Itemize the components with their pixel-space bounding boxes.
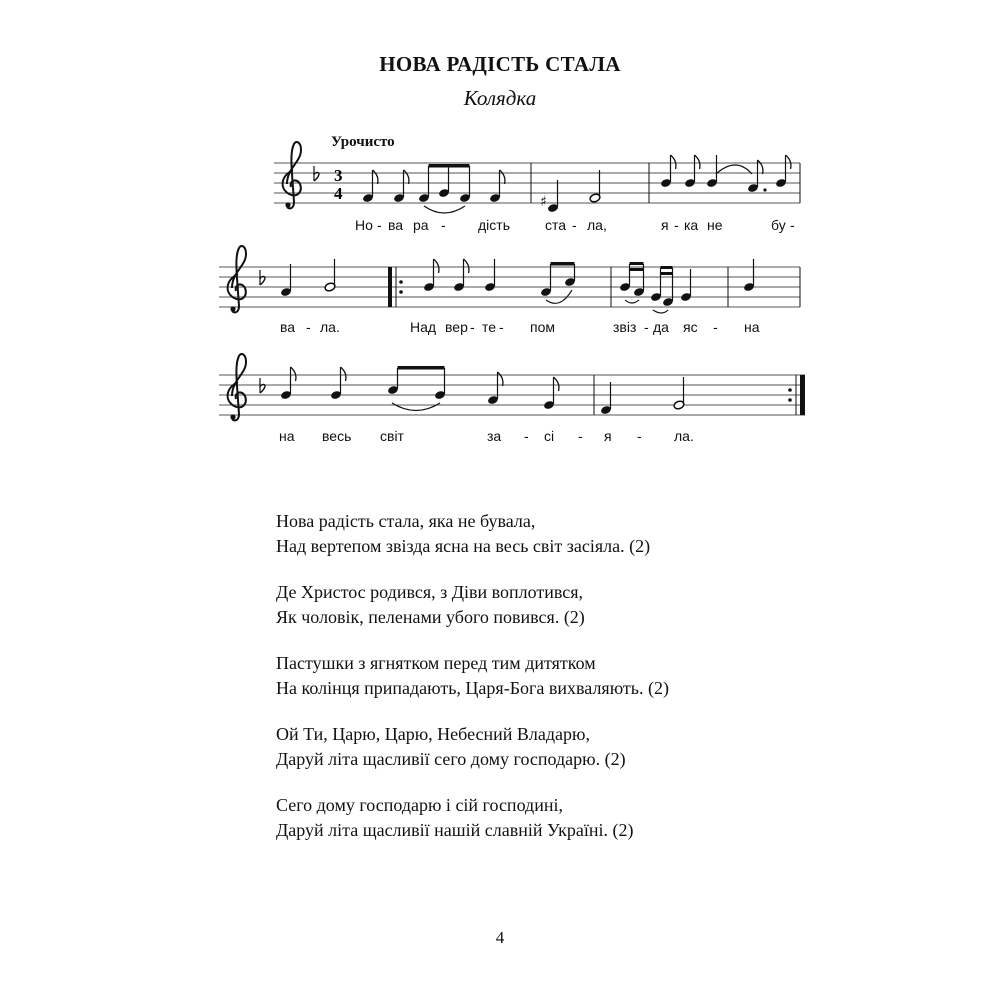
lyric-syllable: яс: [683, 319, 698, 335]
lyric-syllable: звіз: [613, 319, 637, 335]
lyric-syllable: на: [744, 319, 760, 335]
lyric-hyphen: -: [377, 217, 382, 233]
verse-3: [276, 651, 669, 701]
music-score: [0, 0, 1000, 480]
verse-4: [276, 722, 669, 772]
verse-5: [276, 793, 669, 843]
verse-line: Пастушки з ягнятком перед тим дитятком: [276, 653, 596, 673]
lyric-syllable: ра: [413, 217, 429, 233]
lyric-hyphen: -: [306, 319, 311, 335]
treble-clef-icon: [228, 354, 246, 420]
lyric-hyphen: -: [674, 217, 679, 233]
lyric-hyphen: -: [578, 428, 583, 444]
svg-text:♯: ♯: [540, 194, 547, 210]
lyric-syllable: ка: [684, 217, 699, 233]
staff-system-1: [274, 142, 800, 233]
lyric-syllable: да: [653, 319, 669, 335]
lyrics-system-2: [280, 319, 760, 335]
lyric-hyphen: -: [572, 217, 577, 233]
time-signature-top: 3: [334, 166, 343, 185]
treble-clef-icon: [228, 246, 246, 312]
verse-line: Даруй літа щасливії нашій славній Україні. (2): [276, 820, 634, 840]
lyric-syllable: пом: [530, 319, 555, 335]
verse-2: [276, 580, 669, 630]
staff-system-3: [219, 354, 805, 444]
lyric-syllable: весь: [322, 428, 352, 444]
lyric-syllable: світ: [380, 428, 404, 444]
lyric-hyphen: -: [470, 319, 475, 335]
lyrics-system-3: [279, 428, 694, 444]
lyric-syllable: ва: [388, 217, 404, 233]
treble-clef-icon: [283, 142, 301, 208]
time-signature-bottom: 4: [334, 184, 343, 203]
lyric-hyphen: -: [790, 217, 795, 233]
lyric-syllable: ла,: [587, 217, 607, 233]
lyric-syllable: Но: [355, 217, 373, 233]
verse-line: На колінця припадають, Царя-Бога вихваляють. (2): [276, 678, 669, 698]
verses-block: [276, 509, 669, 864]
lyric-syllable: сі: [544, 428, 555, 444]
verse-line: Над вертепом звізда ясна на весь світ засіяла. (2): [276, 536, 651, 556]
staff-system-2: [219, 246, 800, 335]
lyric-syllable: ва: [280, 319, 296, 335]
lyric-syllable: те: [482, 319, 497, 335]
verse-line: Як чоловік, пеленами убого повився. (2): [276, 607, 585, 627]
verse-1: [276, 509, 669, 559]
lyric-syllable: ла.: [674, 428, 694, 444]
lyric-hyphen: -: [713, 319, 718, 335]
lyric-hyphen: -: [499, 319, 504, 335]
notes-system-3: [280, 366, 805, 415]
lyric-syllable: не: [707, 217, 723, 233]
verse-line: Нова радість стала, яка не бувала,: [276, 511, 536, 531]
tempo-marking: Урочисто: [331, 134, 395, 150]
lyric-syllable: вер: [445, 319, 468, 335]
lyrics-system-1: [355, 217, 795, 233]
verse-line: Ой Ти, Царю, Царю, Небесний Владарю,: [276, 724, 590, 744]
lyric-syllable: я: [661, 217, 669, 233]
notes-system-1: [362, 155, 800, 213]
song-subtitle: Колядка: [463, 86, 537, 110]
page-number: 4: [495, 928, 505, 947]
lyric-syllable: дість: [478, 217, 510, 233]
lyric-syllable: на: [279, 428, 295, 444]
lyric-syllable: за: [487, 428, 502, 444]
lyric-syllable: бу: [771, 217, 786, 233]
verse-line: Даруй літа щасливії сего дому господарю. (2): [276, 749, 626, 769]
lyric-hyphen: -: [441, 217, 446, 233]
lyric-syllable: ста: [545, 217, 567, 233]
lyric-hyphen: -: [524, 428, 529, 444]
verse-line: Сего дому господарю і сій господині,: [276, 795, 563, 815]
lyric-hyphen: -: [637, 428, 642, 444]
song-title: НОВА РАДІСТЬ СТАЛА: [379, 52, 621, 76]
lyric-syllable: я: [604, 428, 612, 444]
lyric-hyphen: -: [644, 319, 649, 335]
lyric-syllable: Над: [410, 319, 437, 335]
verse-line: Де Христос родився, з Діви воплотився,: [276, 582, 584, 602]
lyric-syllable: ла.: [320, 319, 340, 335]
